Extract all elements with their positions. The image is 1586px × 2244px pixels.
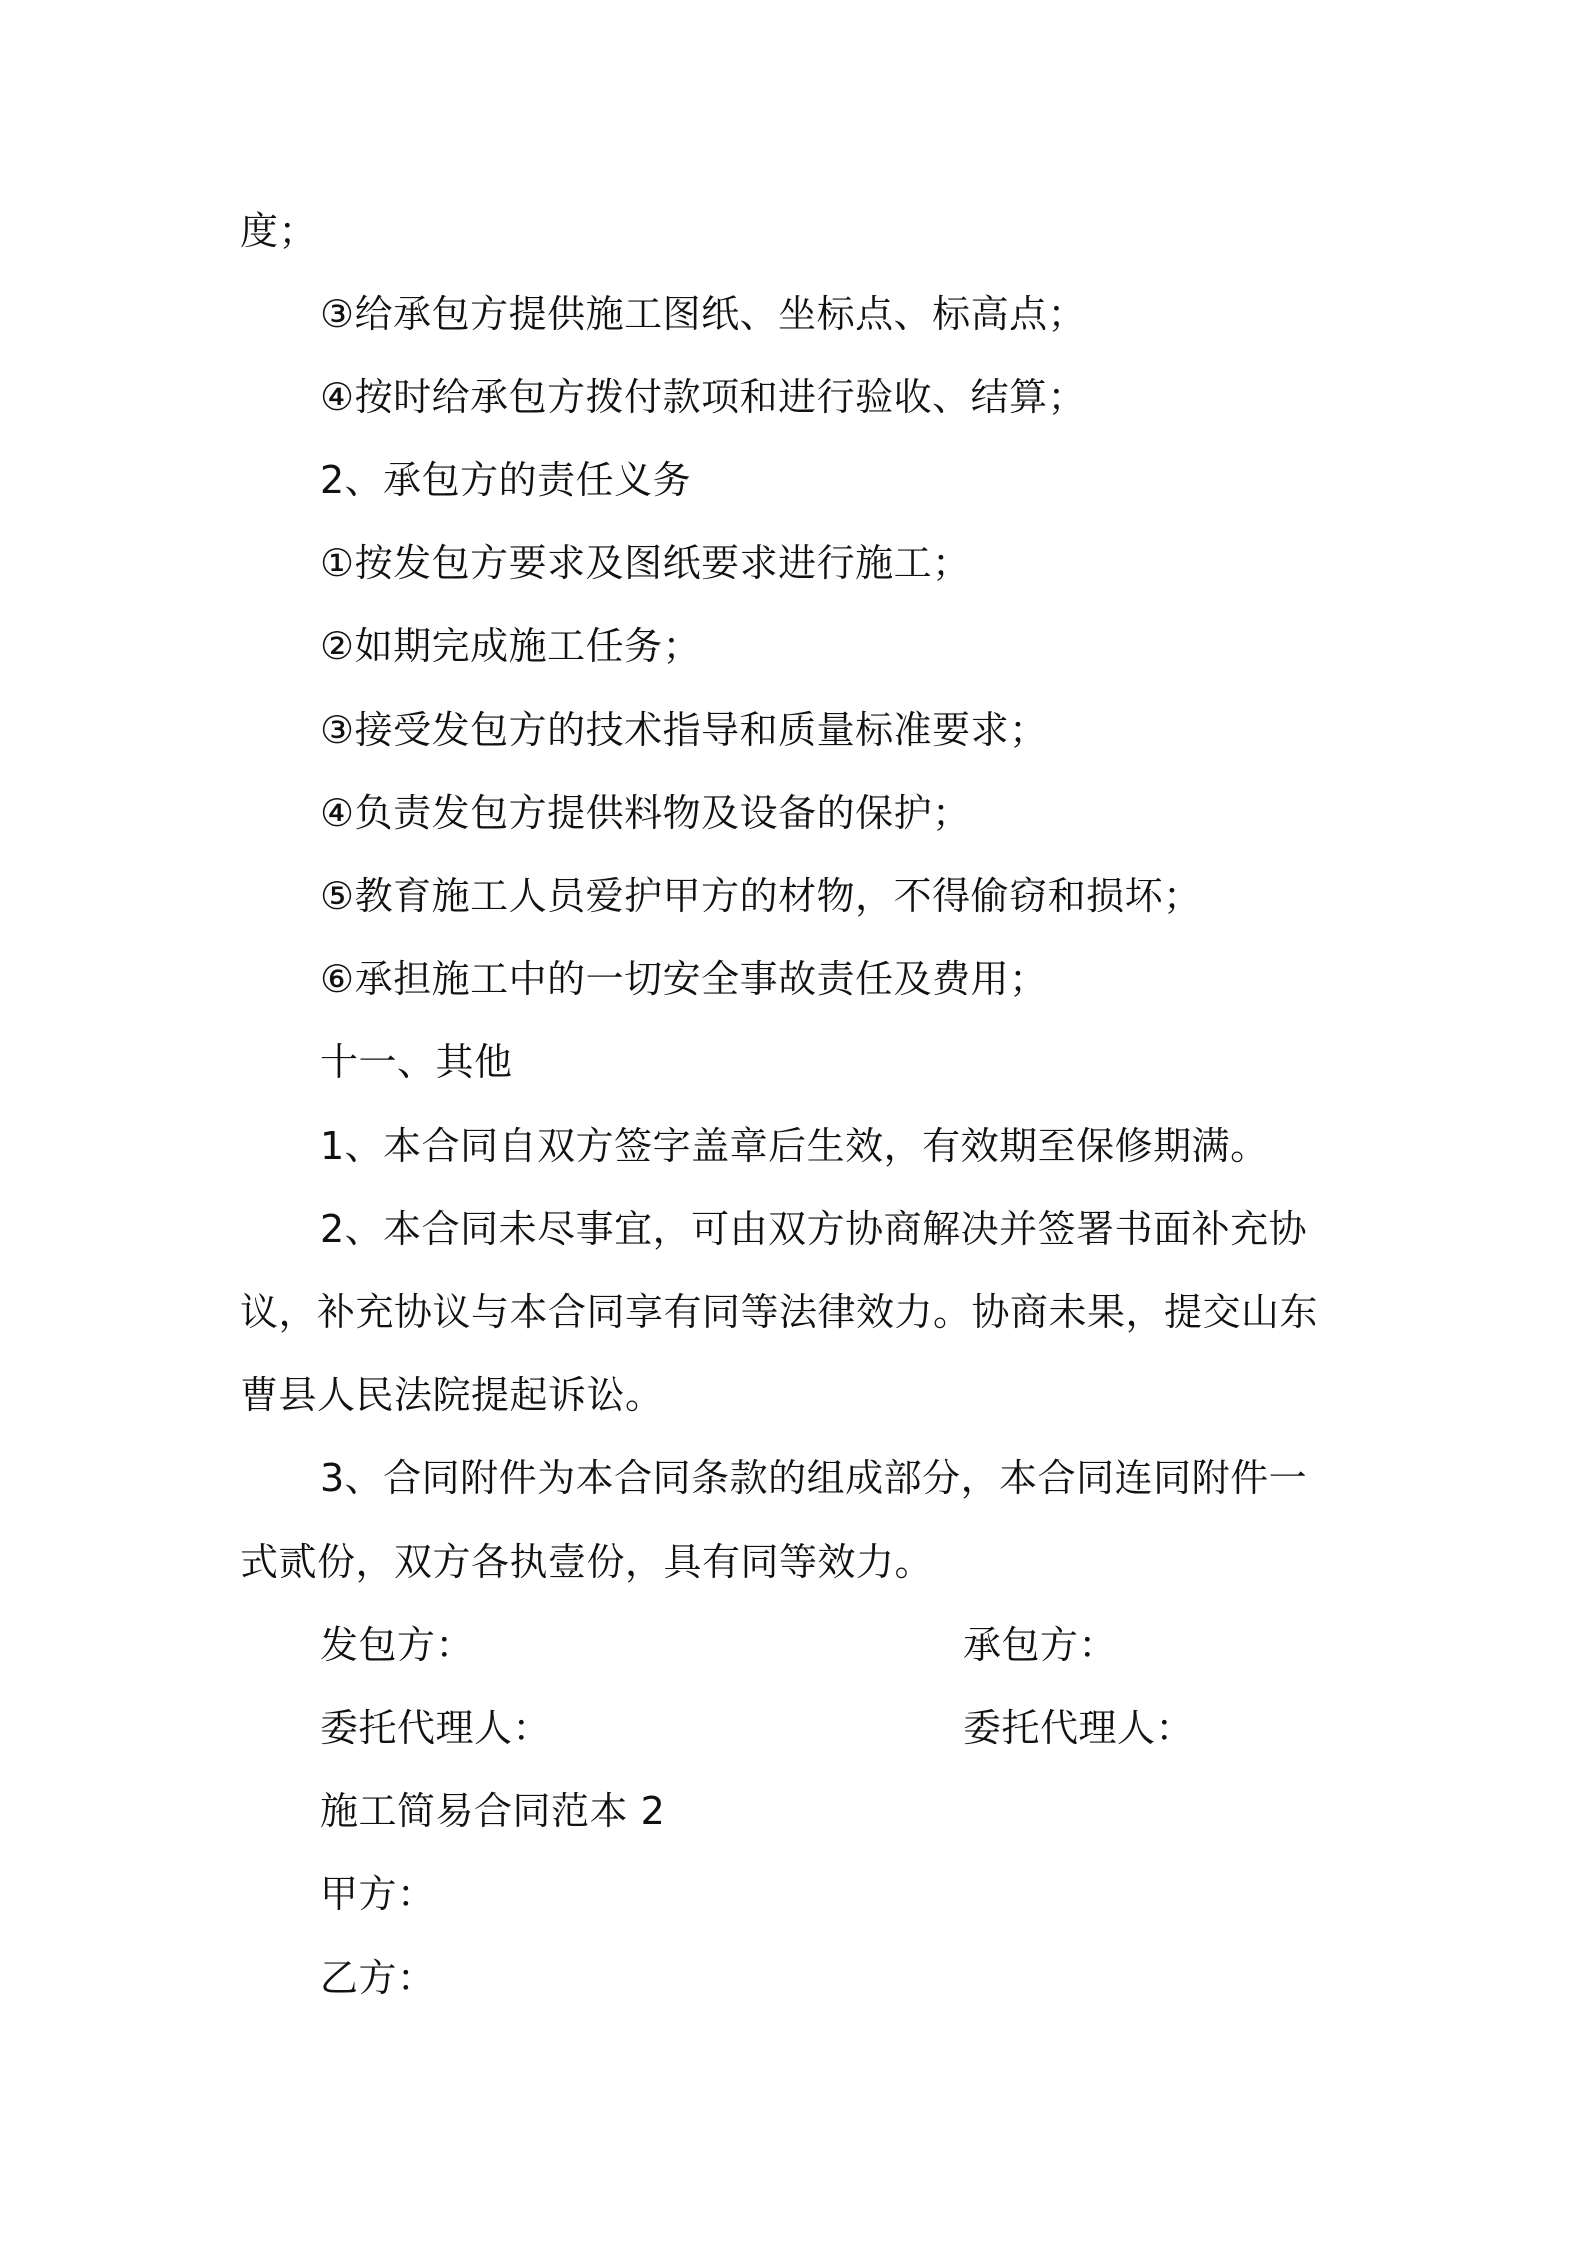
agent-a-label: 委托代理人： <box>320 1706 552 1750</box>
party-b-line: 乙方： <box>320 1956 436 2000</box>
text-line: ①按发包方要求及图纸要求进行施工； <box>320 541 971 585</box>
signature-row <box>320 1620 1440 1670</box>
text-line: ⑤教育施工人员爱护甲方的材物，不得偷窃和损坏； <box>320 874 1202 918</box>
text-line: ④负责发包方提供料物及设备的保护； <box>320 791 971 835</box>
agent-b-label: 委托代理人： <box>963 1706 1195 1750</box>
text-line: ③给承包方提供施工图纸、坐标点、标高点； <box>320 292 1087 336</box>
party-a-line: 甲方： <box>320 1872 436 1916</box>
text-line: ②如期完成施工任务； <box>320 624 702 668</box>
sample-title: 施工简易合同范本 2 <box>320 1789 666 1833</box>
party-b-label: 承包方： <box>963 1623 1118 1667</box>
text-line: 曹县人民法院提起诉讼。 <box>240 1373 664 1417</box>
text-line: 3、合同附件为本合同条款的组成部分，本合同连同附件一 <box>320 1456 1308 1500</box>
text-line: 度； <box>240 209 318 253</box>
text-line: 2、本合同未尽事宜，可由双方协商解决并签署书面补充协 <box>320 1207 1308 1251</box>
section-heading: 2、承包方的责任义务 <box>320 458 692 502</box>
section-heading: 十一、其他 <box>320 1040 513 1084</box>
text-line: 式贰份，双方各执壹份，具有同等效力。 <box>240 1540 934 1584</box>
text-line: ⑥承担施工中的一切安全事故责任及费用； <box>320 957 1048 1001</box>
text-line: ③接受发包方的技术指导和质量标准要求； <box>320 708 1048 752</box>
party-a-label: 发包方： <box>320 1623 475 1667</box>
text-line: 1、本合同自双方签字盖章后生效，有效期至保修期满。 <box>320 1124 1269 1168</box>
text-line: 议，补充协议与本合同享有同等法律效力。协商未果，提交山东 <box>240 1290 1319 1334</box>
agent-row <box>320 1703 1440 1753</box>
text-line: ④按时给承包方拨付款项和进行验收、结算； <box>320 375 1087 419</box>
